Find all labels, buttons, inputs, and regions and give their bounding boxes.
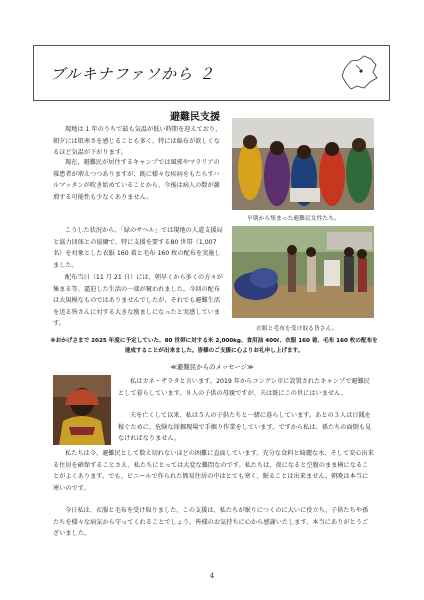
burkina-faso-map-icon xyxy=(337,52,383,96)
paragraph-1: 現地は 1 年のうちで最も気温が低い時期を迎えており、朝夕には肌寒さを感じることも多く、特には綿布が欲しくなるほど気温が下がります。 xyxy=(53,126,222,157)
section-heading: 避難民支援 xyxy=(170,112,220,123)
message-paragraph-1: 私はカネ・ザラタと言います。2019 年からコングシ市に設置されたキャンプで避難民として暮らしています。８人の子供の母親ですが、夫は既にこの世にはいません。 xyxy=(118,378,370,397)
paragraph-4: 配布当日（11 月 21 日）には、朝早くから多くの方々が集まる等、逼迫した生活の一端が窺われました。今回の配布は大規模なものではありませんでしたが、それでも避難生活を送る皆さんに対する大きな励ましになったと実感しています。 xyxy=(53,274,223,328)
message-heading: ≪避難民からのメッセージ≫ xyxy=(170,363,254,371)
page-title: ブルキナファソから ２ xyxy=(50,65,215,83)
paragraph-2: 現在、避難民が居住するキャンプでは風邪やマラリアの罹患者が増えつつありますが、既に様々な疾病をもたらすハルマッタンが吹き始めていることから、今後は病人の数が激増する可能性も少なくありません。 xyxy=(53,159,220,201)
paragraph-3: こうした状況から、「緑のサヘル」では現地の人道支援局と協力団体との協働で、特に支援を要する80 世帯（1,007 名）を対象とした衣服 160 着と毛布 160 枚の配布を実施しました。 xyxy=(53,227,223,269)
photo-portrait-kane-zarata xyxy=(53,375,111,445)
title-box xyxy=(33,45,390,101)
photo-refugee-women xyxy=(232,118,374,210)
bold-note: ※おかげさまで 2025 年度に予定していた、80 世帯に対する米 2,000kg、食用油 400ℓ、衣服 160 着、毛布 160 枚の配布を達成することが出来ました。皆様のご支援に心よりお礼申し上げます。 xyxy=(50,338,378,354)
message-paragraph-2: 夫を亡くして以来、私は５人の子供たちと一緒に暮らしています。あとの３人は日銭を稼ぐために、危険な採掘現場で手掘り作業をしています。ですから私は、孫たちの面倒も見なければなりません。 xyxy=(118,412,372,443)
page-number: 4 xyxy=(209,572,215,580)
message-paragraph-4: 今日私は、衣服と毛布を受け取りました。この支援は、私たちが眠りにつくのに大いに役立ち、子供たちや孫たちを様々な病気から守ってくれることでしょう。皆様のお気持ちに心から感謝いたします。本当にありがとうございました。 xyxy=(53,507,369,538)
caption-photo-2: 衣服と毛布を受け取る皆さん。 xyxy=(256,326,338,332)
photo-distribution xyxy=(232,226,374,318)
message-paragraph-3: 私たちは今、避難民として数え切れないほどの困難に直面しています。充分な食料と綺麗な水、そして安心出来る住居を確保することさえ、私たちにとっては大変な難問なのです。私たちは、夜になると空腹のまま横になることがよくあります。でも、ビニールで作られた簡易住居の中はとても寒く、眠ることは出来ません。朝晩は本当に寒いのです。 xyxy=(53,450,374,492)
caption-photo-1: 早朝から集まった避難民女性たち。 xyxy=(247,216,340,222)
